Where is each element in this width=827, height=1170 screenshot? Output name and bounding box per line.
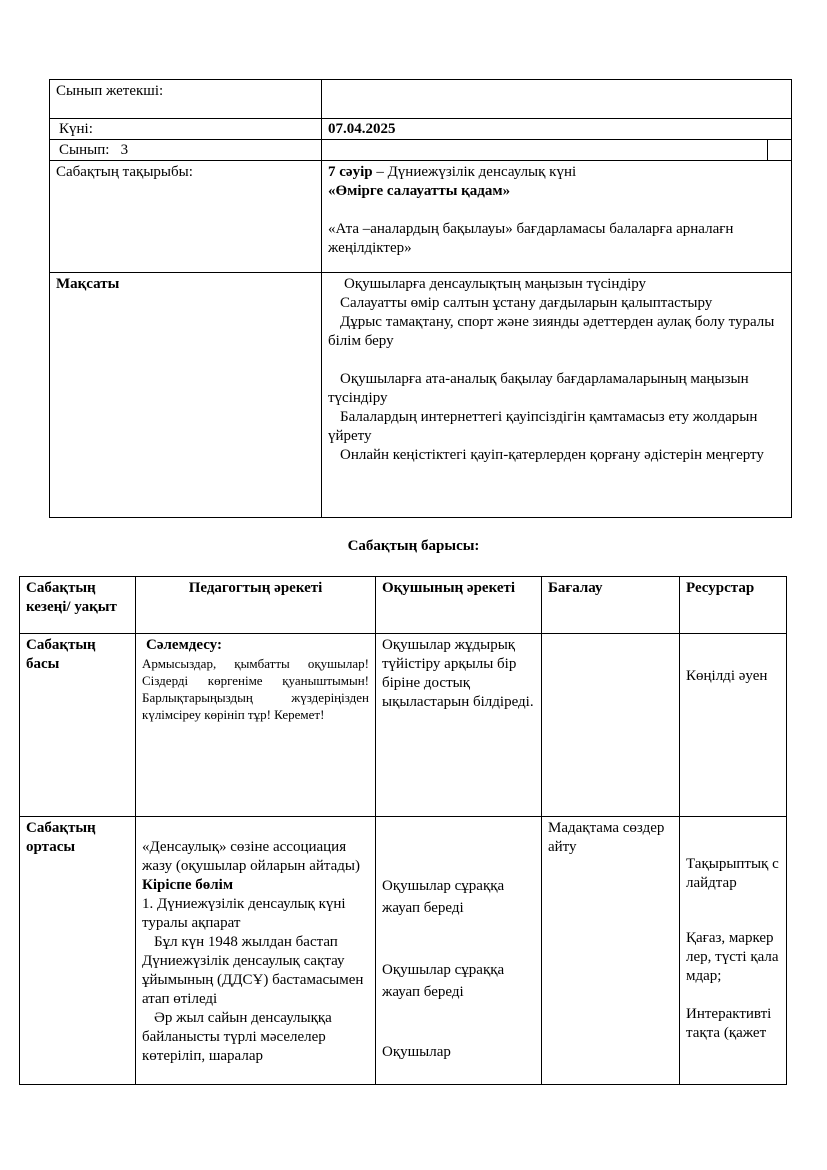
header-stage: Сабақтың кезеңі/ уақыт — [20, 577, 136, 634]
table-row — [20, 817, 787, 1085]
greeting-title: Сәлемдесу: — [146, 637, 222, 653]
header-resources: Ресурстар — [680, 577, 787, 634]
lesson-process-table — [19, 576, 787, 1085]
student-text: Оқушылар сұраққа жауап береді — [382, 962, 505, 1000]
class-label-text: Сынып: 3 — [59, 142, 129, 158]
goals-label: Мақсаты — [50, 273, 322, 518]
resource-text: Интерактивті тақта (қажет — [686, 1006, 772, 1041]
header-row — [20, 577, 787, 634]
goal-item: Оқушыларға денсаулықтың маңызын түсіндіру — [344, 276, 647, 292]
goal-item: Салауатты өмір салтын ұстану дағдыларын қалыптастыру — [340, 295, 713, 311]
greeting-text: Армысыздар, қымбатты оқушылар! Сіздерді көргеніме қуаныштымын! Барлықтарыңыздың жүздеріңізден күлімсіреу көрініп тұр! Керемет! — [142, 656, 369, 722]
teacher-text: «Денсаулық» сөзіне ассоциация жазу (оқушылар ойларын айтады) — [142, 839, 360, 874]
intro-heading: Кіріспе бөлім — [142, 877, 234, 893]
date-label — [50, 119, 322, 140]
goal-item: Оқушыларға ата-аналық бақылау бағдарламаларының маңызын түсіндіру — [328, 371, 749, 406]
class-row — [50, 140, 792, 161]
teacher-value — [322, 80, 792, 119]
goal-item: Дұрыс тамақтану, спорт және зиянды әдеттерден аулақ болу туралы білім беру — [328, 314, 775, 349]
table-row — [20, 634, 787, 817]
student-cell: Оқушылар жұдырық түйістіру арқылы бір біріне достық ықыластарын білдіреді. — [376, 634, 542, 817]
assessment-cell: Мадақтама сөздер айту — [542, 817, 680, 1085]
goals-row — [50, 273, 792, 518]
goal-item: Балалардың интернеттегі қауіпсіздігін қамтамасыз ету жолдарын үйрету — [328, 409, 758, 444]
topic-title: «Өмірге салауатты қадам» — [328, 183, 511, 199]
resource-cell — [680, 634, 787, 817]
resource-text: Тақырыптық слайдтар — [686, 856, 779, 891]
teacher-text: Әр жыл сайын денсаулыққа байланысты түрлі мәселелер көтеріліп, шаралар — [142, 1010, 332, 1064]
class-extra — [768, 140, 792, 161]
student-text: Оқушылар — [382, 1044, 451, 1060]
resource-text: Қағаз, маркерлер, түсті қаламдар; — [686, 930, 779, 984]
teacher-label: Сынып жетекші: — [50, 80, 322, 119]
teacher-text: 1. Дүниежүзілік денсаулық күні туралы ақпарат — [142, 896, 346, 931]
topic-row — [50, 161, 792, 273]
date-value: 07.04.2025 — [322, 119, 792, 140]
topic-value — [322, 161, 792, 273]
student-text: Оқушылар сұраққа жауап береді — [382, 878, 505, 916]
lesson-info-table — [49, 79, 792, 518]
header-teacher: Педагогтың әрекеті — [136, 577, 376, 634]
section-title: Сабақтың барысы: — [347, 538, 480, 554]
goals-value — [322, 273, 792, 518]
teacher-row — [50, 80, 792, 119]
topic-line1: – Дүниежүзілік денсаулық күні — [372, 164, 577, 180]
topic-label: Сабақтың тақырыбы: — [50, 161, 322, 273]
teacher-cell — [136, 634, 376, 817]
teacher-text: Бұл күн 1948 жылдан бастап Дүниежүзілік денсаулық сақтау ұйымының (ДДСҰ) бастамасымен атап өтіледі — [142, 934, 364, 1007]
class-label — [50, 140, 322, 161]
goal-item: Онлайн кеңістіктегі қауіп-қатерлерден қорғану әдістерін меңгерту — [340, 447, 764, 463]
teacher-cell — [136, 817, 376, 1085]
stage-cell: Сабақтың басы — [20, 634, 136, 817]
resource-cell — [680, 817, 787, 1085]
topic-subtitle: «Ата –аналардың бақылауы» бағдарламасы балаларға арналағн жеңілдіктер» — [328, 221, 734, 256]
date-label-text: Күні: — [59, 121, 93, 137]
student-cell — [376, 817, 542, 1085]
resource-text: Көңілді әуен — [686, 668, 768, 684]
assessment-cell — [542, 634, 680, 817]
header-student: Оқушының әрекеті — [376, 577, 542, 634]
header-assessment: Бағалау — [542, 577, 680, 634]
date-row — [50, 119, 792, 140]
class-value — [322, 140, 768, 161]
stage-cell: Сабақтың ортасы — [20, 817, 136, 1085]
topic-date: 7 сәуір — [328, 164, 373, 180]
